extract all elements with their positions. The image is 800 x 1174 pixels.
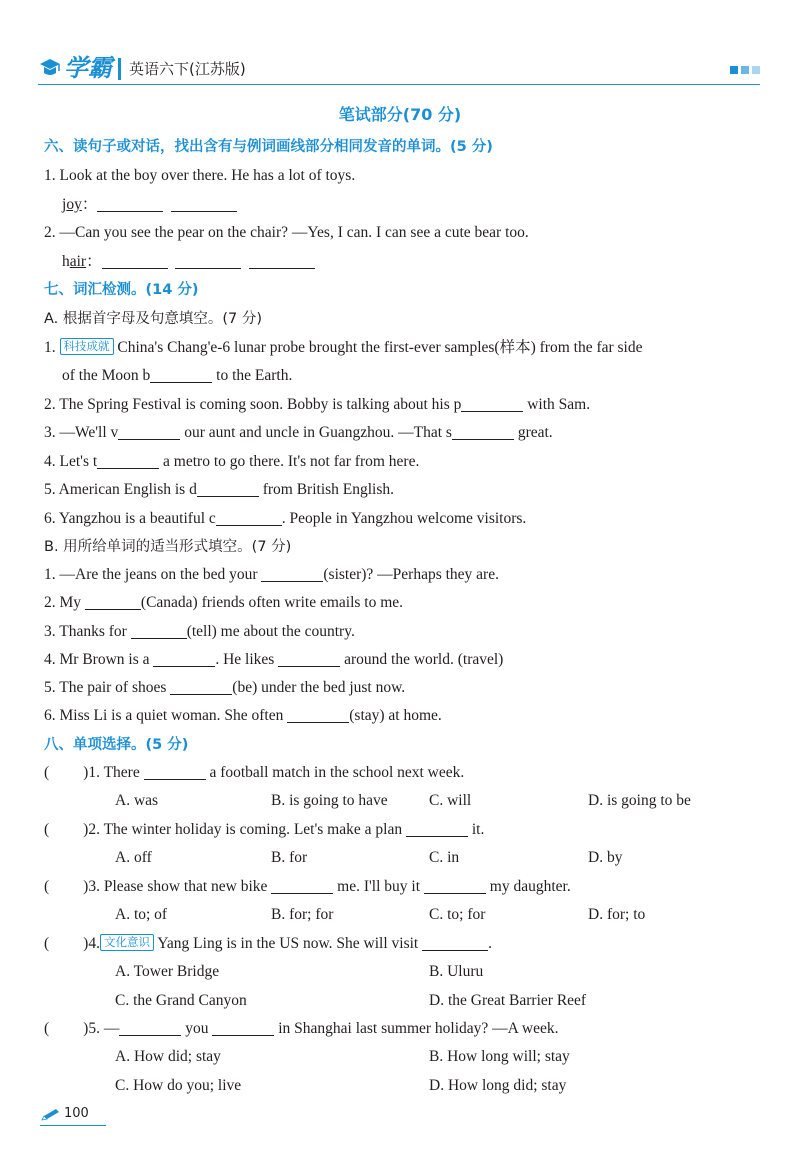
answer-blank bbox=[212, 1019, 274, 1036]
option-c[interactable]: C. How do you; live bbox=[115, 1077, 242, 1094]
option-a[interactable]: A. Tower Bridge bbox=[115, 963, 220, 980]
part6-q2-answer: hair： bbox=[62, 252, 315, 272]
part7-b-heading: B. 用所给单词的适当形式填空。(7 分) bbox=[44, 539, 292, 555]
page-number: 100 bbox=[64, 1106, 89, 1121]
answer-blank[interactable] bbox=[85, 593, 141, 610]
part8-q1: ( )1. There a football match in the school next week. bbox=[44, 764, 465, 781]
brand-logo bbox=[38, 50, 246, 82]
answer-blank[interactable] bbox=[175, 252, 241, 269]
part7-a3: 3. —We'll v our aunt and uncle in Guangzhou. —That s great. bbox=[44, 424, 553, 441]
part7-a5: 5. American English is d from British English. bbox=[44, 481, 395, 498]
header-decoration bbox=[730, 66, 760, 74]
part7-b6: 6. Miss Li is a quiet woman. She often (stay) at home. bbox=[44, 707, 442, 724]
answer-slot[interactable] bbox=[49, 1020, 83, 1036]
option-b[interactable]: B. for; for bbox=[271, 906, 334, 923]
option-b[interactable]: B. How long will; stay bbox=[429, 1048, 570, 1065]
page-footer bbox=[40, 1106, 110, 1126]
logo-text: 学霸 bbox=[64, 54, 112, 82]
part7-b3: 3. Thanks for (tell) me about the country. bbox=[44, 623, 355, 640]
topic-tag: 文化意识 bbox=[100, 934, 154, 951]
option-c[interactable]: C. to; for bbox=[429, 906, 486, 923]
option-a[interactable]: A. off bbox=[115, 849, 152, 866]
answer-blank[interactable] bbox=[150, 366, 212, 383]
answer-blank[interactable] bbox=[97, 195, 163, 212]
footer-rule bbox=[40, 1125, 106, 1126]
part7-a1: 1. 科技成就 China's Chang'e-6 lunar probe brought the first-ever samples(样本) from the far side bbox=[44, 339, 643, 356]
part7-a6: 6. Yangzhou is a beautiful c . People in Yangzhou welcome visitors. bbox=[44, 510, 527, 527]
answer-blank[interactable] bbox=[153, 650, 215, 667]
answer-blank bbox=[424, 877, 486, 894]
answer-blank[interactable] bbox=[452, 423, 514, 440]
option-d[interactable]: D. the Great Barrier Reef bbox=[429, 992, 587, 1009]
topic-tag: 科技成就 bbox=[60, 338, 114, 355]
answer-blank bbox=[271, 877, 333, 894]
answer-blank[interactable] bbox=[461, 395, 523, 412]
part7-b2: 2. My (Canada) friends often write emails to me. bbox=[44, 594, 404, 611]
option-c[interactable]: C. in bbox=[429, 849, 460, 866]
part8-q4: ( )4. 文化意识 Yang Ling is in the US now. She will visit . bbox=[44, 935, 492, 952]
part8-heading: 八、单项选择。(5 分) bbox=[44, 737, 189, 753]
part7-b5: 5. The pair of shoes (be) under the bed just now. bbox=[44, 679, 406, 696]
part7-b1: 1. —Are the jeans on the bed your (sister)? —Perhaps they are. bbox=[44, 566, 499, 583]
part7-a2: 2. The Spring Festival is coming soon. Bobby is talking about his p with Sam. bbox=[44, 396, 591, 413]
answer-blank[interactable] bbox=[287, 706, 349, 723]
part7-a4: 4. Let's t a metro to go there. It's not far from here. bbox=[44, 453, 420, 470]
answer-blank bbox=[144, 763, 206, 780]
answer-blank[interactable] bbox=[216, 509, 282, 526]
part6-heading: 六、读句子或对话，找出含有与例词画线部分相同发音的单词。(5 分) bbox=[44, 139, 493, 155]
part6-q2: 2. —Can you see the pear on the chair? —Yes, I can. I can see a cute bear too. bbox=[44, 224, 529, 241]
book-title: 英语六下(江苏版) bbox=[129, 60, 246, 78]
part8-q3: ( )3. Please show that new bike me. I'll buy it my daughter. bbox=[44, 878, 571, 895]
answer-slot[interactable] bbox=[49, 821, 83, 837]
option-b[interactable]: B. for bbox=[271, 849, 308, 866]
answer-blank[interactable] bbox=[118, 423, 180, 440]
part6-q1-answer: joy： bbox=[62, 195, 237, 215]
option-a[interactable]: A. How did; stay bbox=[115, 1048, 221, 1065]
option-a[interactable]: A. was bbox=[115, 792, 159, 809]
answer-slot[interactable] bbox=[49, 878, 83, 894]
option-d[interactable]: D. by bbox=[588, 849, 623, 866]
part7-a1-cont: of the Moon b to the Earth. bbox=[62, 367, 293, 384]
option-a[interactable]: A. to; of bbox=[115, 906, 168, 923]
option-b[interactable]: B. Uluru bbox=[429, 963, 484, 980]
answer-blank[interactable] bbox=[102, 252, 168, 269]
answer-blank[interactable] bbox=[170, 678, 232, 695]
option-d[interactable]: D. for; to bbox=[588, 906, 646, 923]
answer-blank bbox=[119, 1019, 181, 1036]
part8-q2: ( )2. The winter holiday is coming. Let's make a plan it. bbox=[44, 821, 485, 838]
answer-blank[interactable] bbox=[261, 565, 323, 582]
part7-heading: 七、词汇检测。(14 分) bbox=[44, 282, 199, 298]
answer-blank bbox=[422, 934, 488, 951]
answer-blank[interactable] bbox=[278, 650, 340, 667]
answer-slot[interactable] bbox=[49, 764, 83, 780]
logo-divider bbox=[118, 58, 121, 80]
part7-b4: 4. Mr Brown is a . He likes around the world. (travel) bbox=[44, 651, 504, 668]
section-title: 笔试部分(70 分) bbox=[338, 105, 462, 124]
part7-a-heading: A. 根据首字母及句意填空。(7 分) bbox=[44, 311, 263, 327]
option-d[interactable]: D. How long did; stay bbox=[429, 1077, 567, 1094]
part6-q1: 1. Look at the boy over there. He has a lot of toys. bbox=[44, 167, 356, 184]
page-header bbox=[38, 50, 760, 86]
option-c[interactable]: C. will bbox=[429, 792, 472, 809]
answer-blank[interactable] bbox=[171, 195, 237, 212]
answer-blank[interactable] bbox=[197, 480, 259, 497]
answer-blank bbox=[406, 820, 468, 837]
answer-blank[interactable] bbox=[131, 622, 187, 639]
graduation-cap-icon bbox=[38, 56, 62, 82]
answer-slot[interactable] bbox=[49, 935, 83, 951]
option-b[interactable]: B. is going to have bbox=[271, 792, 388, 809]
answer-blank[interactable] bbox=[97, 452, 159, 469]
pencil-icon bbox=[40, 1108, 62, 1122]
header-rule bbox=[38, 84, 760, 85]
answer-blank[interactable] bbox=[249, 252, 315, 269]
part8-q5: ( )5. — you in Shanghai last summer holiday? —A week. bbox=[44, 1020, 559, 1037]
option-d[interactable]: D. is going to be bbox=[588, 792, 691, 809]
option-c[interactable]: C. the Grand Canyon bbox=[115, 992, 247, 1009]
